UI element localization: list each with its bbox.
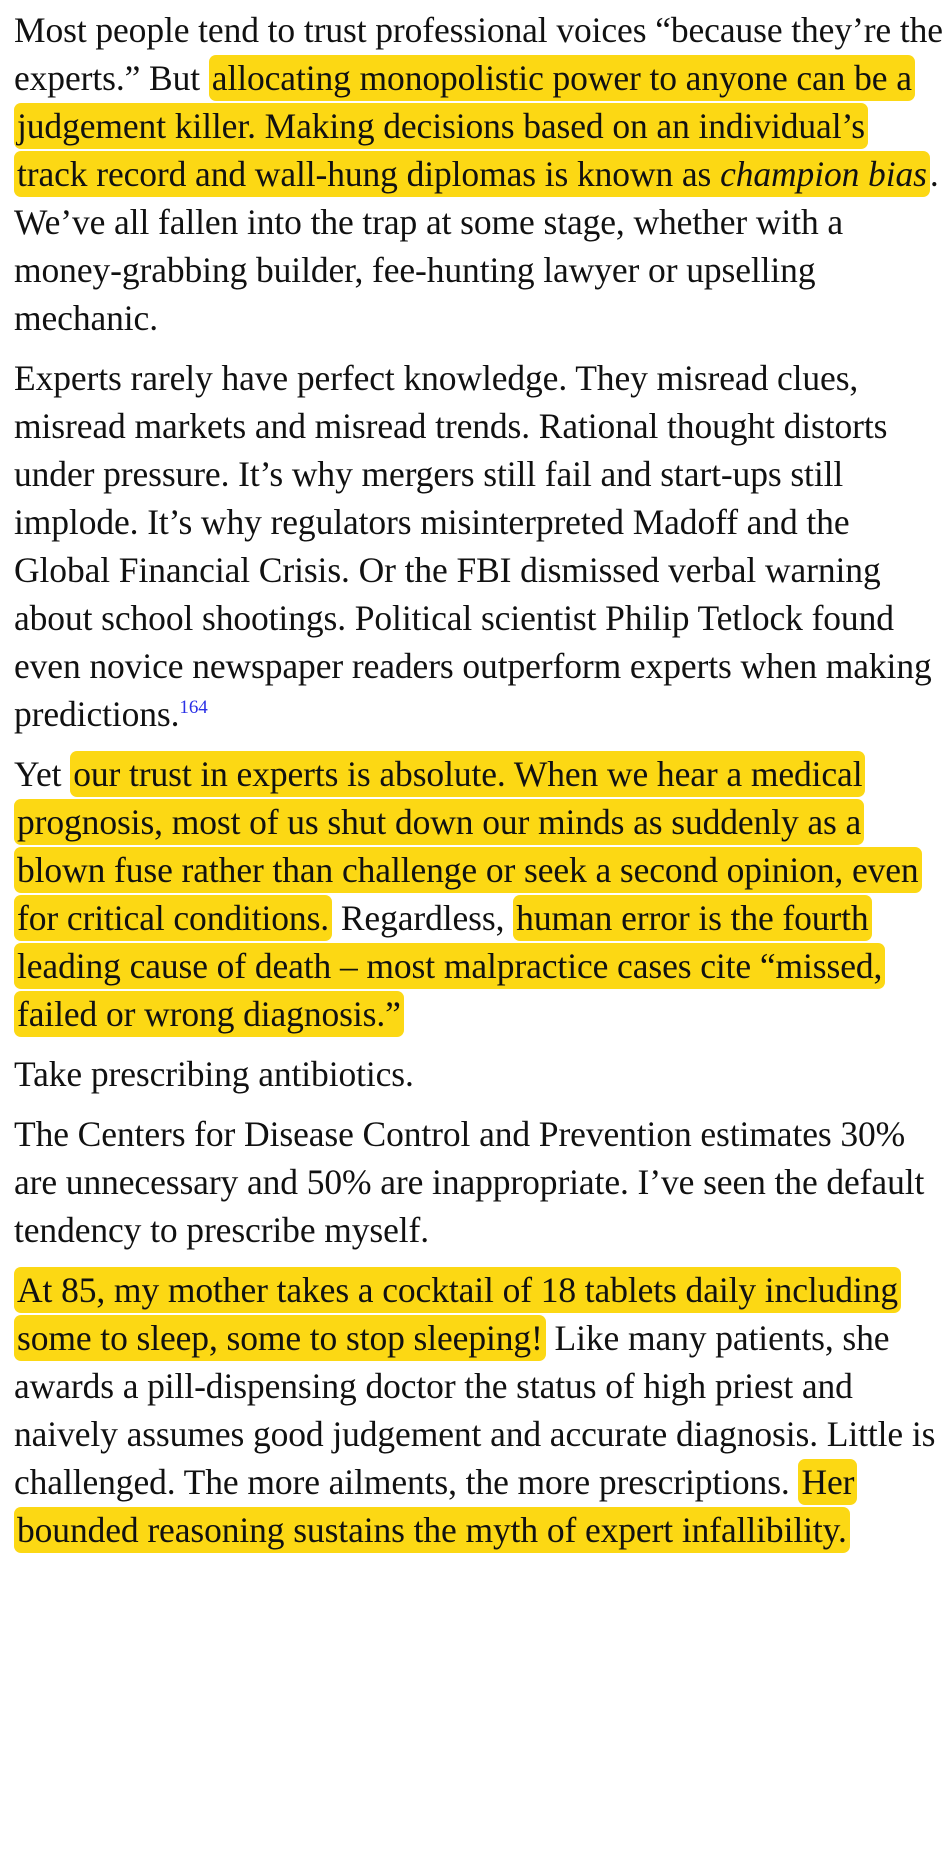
- highlighted-passage[interactable]: human error is the fourth leading cause of death – most malpractice cases cite “missed, failed or wrong diagnosis.”: [14, 895, 885, 1037]
- paragraph-3: [14, 750, 944, 1038]
- emphasized-term: champion bias: [720, 154, 927, 194]
- footnote-link[interactable]: 164: [179, 697, 208, 719]
- paragraph-text: Regardless,: [332, 898, 514, 938]
- paragraph-5: [14, 1110, 944, 1254]
- reader-page: [14, 0, 944, 1554]
- paragraph-text: Most people tend to trust professional voices “because they’re the experts.” But: [14, 10, 943, 98]
- paragraph-text: Take prescribing antibiotics.: [14, 1054, 414, 1094]
- paragraph-text: Like many patients, she awards a pill-dispensing doctor the status of high priest and naively assumes good judgement and accurate diagnosis. Little is challenged. The more ailments, the more prescriptions.: [14, 1318, 936, 1502]
- paragraph-4: [14, 1050, 944, 1098]
- highlighted-passage[interactable]: Her bounded reasoning sustains the myth of expert infallibility.: [14, 1459, 857, 1553]
- paragraph-6: [14, 1266, 944, 1554]
- highlight-text: allocating monopolistic power to anyone can be a judgement killer. Making decisions based on an individual’s track record and wall-hung diplomas is known as: [17, 58, 912, 194]
- paragraph-text: Experts rarely have perfect knowledge. They misread clues, misread markets and misread trends. Rational thought distorts under pressure. It’s why mergers still fail and start-ups still implode. It’s why regulators misinterpreted Madoff and the Global Financial Crisis. Or the FBI dismissed verbal warning about school shootings. Political scientist Philip Tetlock found even novice newspaper readers outperform experts when making predictions.: [14, 358, 932, 734]
- paragraph-text: The Centers for Disease Control and Prevention estimates 30% are unnecessary and 50% are inappropriate. I’ve seen the default tendency to prescribe myself.: [14, 1114, 925, 1250]
- highlighted-passage[interactable]: our trust in experts is absolute. When we hear a medical prognosis, most of us shut down our minds as suddenly as a blown fuse rather than challenge or seek a second opinion, even for critical conditions.: [14, 751, 922, 941]
- paragraph-text: Yet: [14, 754, 71, 794]
- highlighted-passage[interactable]: At 85, my mother takes a cocktail of 18 tablets daily including some to sleep, some to stop sleeping!: [14, 1267, 901, 1361]
- paragraph-1: [14, 0, 944, 342]
- paragraph-text: . We’ve all fallen into the trap at some stage, whether with a money-grabbing builder, fee-hunting lawyer or upselling mechanic.: [14, 154, 939, 338]
- paragraph-2: [14, 354, 944, 738]
